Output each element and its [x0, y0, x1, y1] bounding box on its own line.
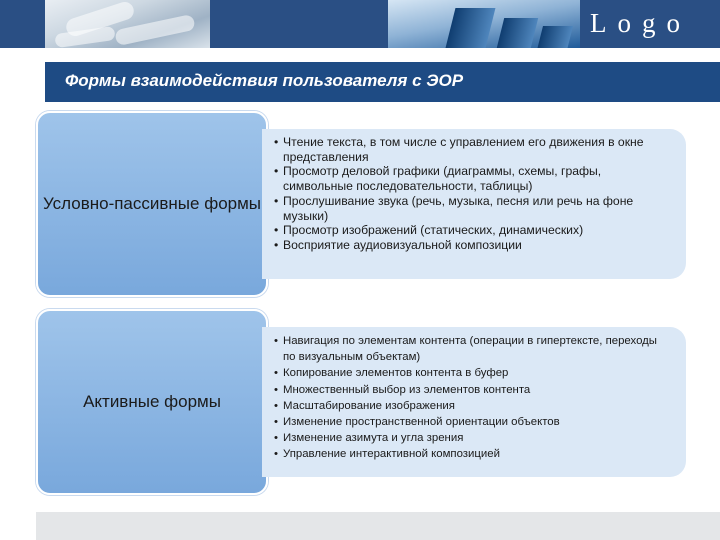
- list-item: • Чтение текста, в том числе с управлением его движения в окне представления: [274, 135, 672, 164]
- list-item: • Изменение пространственной ориентации объектов: [274, 414, 672, 430]
- list-item: • Просмотр деловой графики (диаграммы, схемы, графы, символьные последовательности, таблицы): [274, 164, 672, 193]
- list-item: • Множественный выбор из элементов контента: [274, 382, 672, 398]
- list-item: • Навигация по элементам контента (операции в гипертексте, переходы по визуальным объектам): [274, 333, 672, 365]
- list-item: • Просмотр изображений (статических, динамических): [274, 223, 672, 238]
- category-box-passive: [36, 111, 268, 297]
- header-photo-hands: [45, 0, 210, 48]
- category-label-active: Активные формы: [83, 392, 221, 411]
- list-item: • Прослушивание звука (речь, музыка, песня или речь на фоне музыки): [274, 194, 672, 223]
- list-item: • Управление интерактивной композицией: [274, 446, 672, 462]
- title-bar: [45, 62, 720, 102]
- details-list-active: [274, 333, 672, 463]
- category-box-active: [36, 309, 268, 495]
- logo: Logo: [590, 8, 691, 38]
- list-item: • Восприятие аудиовизуальной композиции: [274, 238, 672, 253]
- category-label-passive: Условно-пассивные формы: [42, 194, 262, 213]
- details-box-passive: [262, 129, 686, 279]
- page-title: Формы взаимодействия пользователя с ЭОР: [65, 71, 464, 90]
- list-item: • Копирование элементов контента в буфер: [274, 365, 672, 381]
- details-list-passive: [274, 135, 672, 253]
- header-photo-skyscraper: [388, 0, 580, 48]
- list-item: • Масштабирование изображения: [274, 398, 672, 414]
- footer-strip: [36, 512, 720, 540]
- details-box-active: [262, 327, 686, 477]
- list-item: • Изменение азимута и угла зрения: [274, 430, 672, 446]
